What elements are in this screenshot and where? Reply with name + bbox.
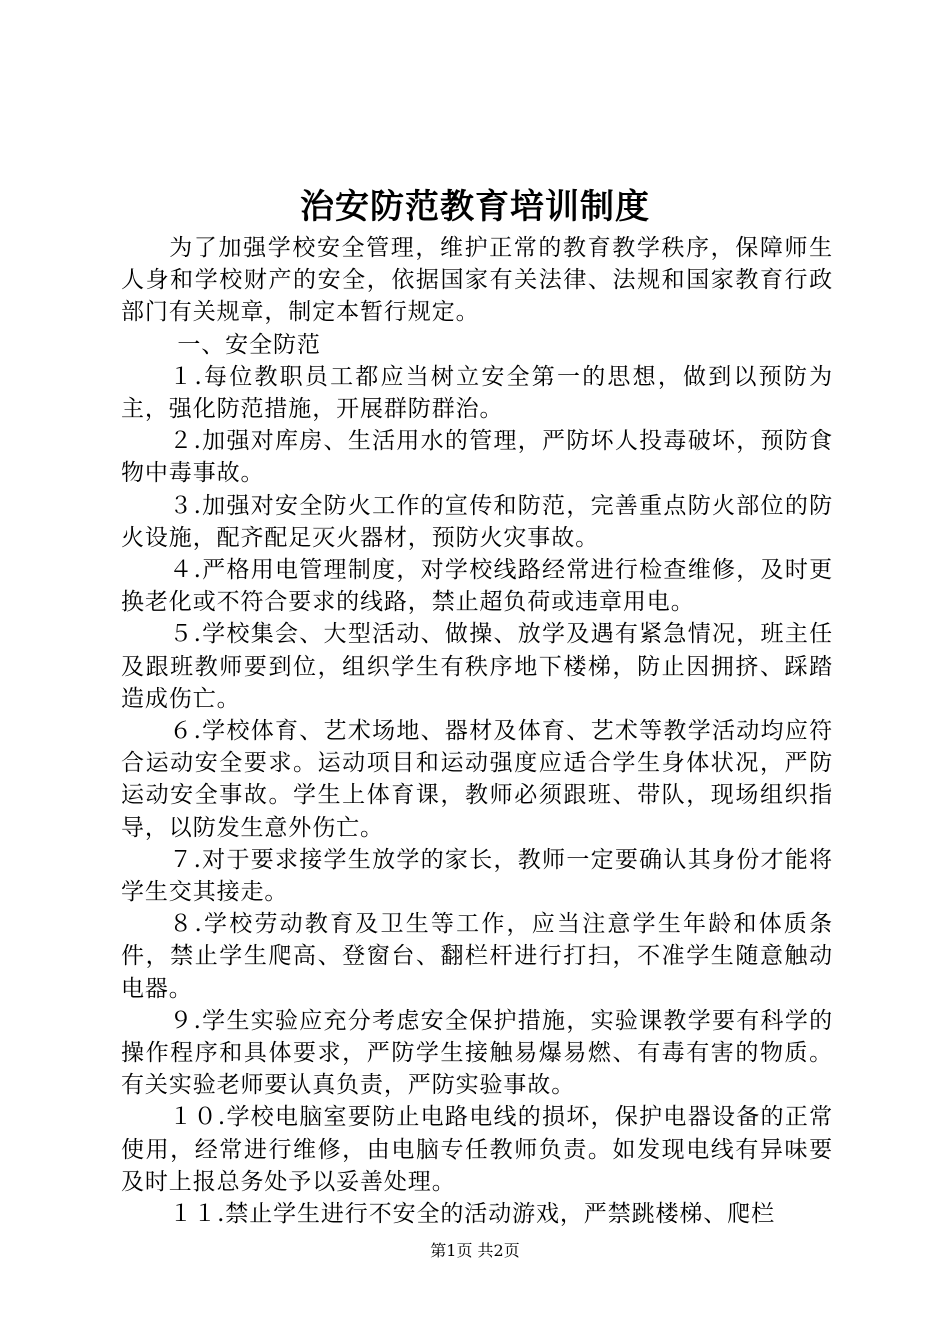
section-heading: 一、安全防范 bbox=[177, 331, 321, 358]
rule-item-6: ６.学校体育、艺术场地、器材及体育、艺术等教学活动均应符合运动安全要求。运动项目和运动强度应适合学生身体状况，严防运动安全事故。学生上体育课，教师必须跟班、带队，现场组织指导，以防发生意外伤亡。 bbox=[121, 718, 833, 841]
rule-item-9: ９.学生实验应充分考虑安全保护措施，实验课教学要有科学的操作程序和具体要求，严防学生接触易爆易燃、有毒有害的物质。有关实验老师要认真负责，严防实验事故。 bbox=[121, 1007, 833, 1099]
rule-item-5: ５.学校集会、大型活动、做操、放学及遇有紧急情况，班主任及跟班教师要到位，组织学生有秩序地下楼梯，防止因拥挤、踩踏造成伤亡。 bbox=[121, 621, 833, 712]
rule-item-4: ４.严格用电管理制度，对学校线路经常进行检查维修，及时更换老化或不符合要求的线路，禁止超负荷或违章用电。 bbox=[121, 557, 833, 616]
rule-item-8: ８.学校劳动教育及卫生等工作，应当注意学生年龄和体质条件，禁止学生爬高、登窗台、翻栏杆进行打扫，不准学生随意触动电器。 bbox=[121, 911, 833, 1002]
document-body bbox=[121, 232, 833, 1230]
rule-item-10: １０.学校电脑室要防止电路电线的损坏，保护电器设备的正常使用，经常进行维修，由电脑专任教师负责。如发现电线有异味要及时上报总务处予以妥善处理。 bbox=[121, 1104, 833, 1195]
rule-item-2: ２.加强对库房、生活用水的管理，严防坏人投毒破坏，预防食物中毒事故。 bbox=[121, 428, 833, 487]
document-title: 治安防范教育培训制度 bbox=[300, 187, 650, 227]
rule-item-1: １.每位教职员工都应当树立安全第一的思想，做到以预防为主，强化防范措施，开展群防群治。 bbox=[121, 363, 833, 423]
page-number-footer: 第1页 共2页 bbox=[430, 1241, 520, 1260]
rule-item-3: ３.加强对安全防火工作的宣传和防范，完善重点防火部位的防火设施，配齐配足灭火器材，预防火灾事故。 bbox=[121, 492, 833, 551]
rule-item-7: ７.对于要求接学生放学的家长，教师一定要确认其身份才能将学生交其接走。 bbox=[121, 846, 833, 906]
intro-paragraph: 为了加强学校安全管理，维护正常的教育教学秩序，保障师生人身和学校财产的安全，依据国家有关法律、法规和国家教育行政部门有关规章，制定本暂行规定。 bbox=[121, 235, 833, 326]
rule-item-11: １１.禁止学生进行不安全的活动游戏，严禁跳楼梯、爬栏 bbox=[169, 1201, 776, 1228]
